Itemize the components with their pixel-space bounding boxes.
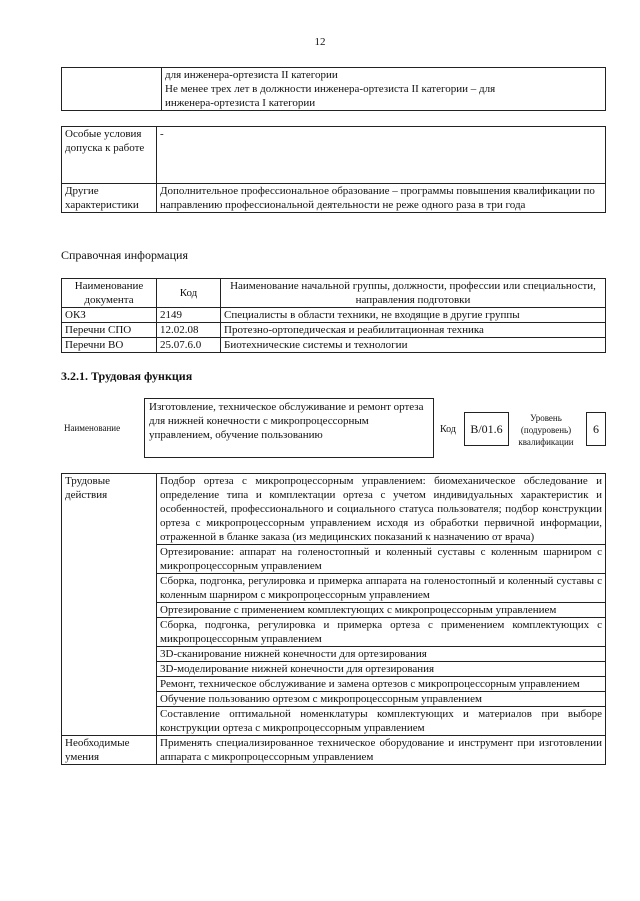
requirement-line: Не менее трех лет в должности инженера-ортезиста II категории – для: [165, 83, 496, 95]
level-value-box: 6: [586, 412, 606, 446]
conditions-table: [61, 126, 606, 213]
page-number: 12: [314, 36, 326, 48]
list-item: Обучение пользованию ортезом с микропроцессорным управлением: [157, 692, 606, 707]
qualification-continuation-table: [61, 67, 606, 111]
table-cell: 2149: [157, 308, 221, 323]
table-cell: Биотехнические системы и технологии: [221, 338, 606, 353]
list-item: Применять специализированное техническое оборудование и инструмент при изготовлении аппарата с микропроцессорным управлением: [157, 736, 606, 765]
table-row: [62, 736, 606, 765]
list-item: Ортезирование с применением комплектующих с микропроцессорным управлением: [157, 603, 606, 618]
list-item: 3D-моделирование нижней конечности для ортезирования: [157, 662, 606, 677]
table-cell: 25.07.6.0: [157, 338, 221, 353]
skills-label: Необходимые умения: [62, 736, 157, 765]
table-header-row: [62, 279, 606, 308]
other-characteristics-label: Другие характеристики: [62, 184, 157, 213]
list-item: 3D-сканирование нижней конечности для ортезирования: [157, 647, 606, 662]
table-cell: Перечни ВО: [62, 338, 157, 353]
table-row: [62, 338, 606, 353]
table-cell: ОКЗ: [62, 308, 157, 323]
conditions-label: Особые условия допуска к работе: [62, 127, 157, 184]
list-item: Сборка, подгонка, регулировка и примерка аппарата на голеностопный и коленный суставы с коленным шарниром с микропроцессорным управлением: [157, 574, 606, 603]
list-item: Составление оптимальной номенклатуры комплектующих и материалов при выборе конструкции ортеза с микропроцессорным управлением: [157, 707, 606, 736]
list-item: Подбор ортеза с микропроцессорным управлением: биомеханическое обследование и определение типа и комплектации ортеза с учетом индивидуальных характеристик и особенностей, профессионального и социального статуса пользователя; подбор конструкции ортеза с микропроцессорным управлением исходя из обработки первичной информации, отраженной в бланке заказа (из медицинских показаний к назначению от врача): [157, 474, 606, 545]
table-cell: Перечни СПО: [62, 323, 157, 338]
list-item: Ремонт, техническое обслуживание и замена ортезов с микропроцессорным управлением: [157, 677, 606, 692]
labor-actions-label: Трудовые действия: [62, 474, 157, 736]
list-item: Ортезирование: аппарат на голеностопный и коленный суставы с коленным шарниром с микропроцессорным управлением: [157, 545, 606, 574]
requirement-line: для инженера-ортезиста II категории: [165, 69, 338, 81]
function-name-box: Изготовление, техническое обслуживание и ремонт ортеза для нижней конечности с микропроцессорным управлением, обучение пользованию: [144, 398, 434, 458]
table-row: [62, 308, 606, 323]
labor-actions-table: [61, 473, 606, 765]
table-row: [62, 323, 606, 338]
table-cell: Специалисты в области техники, не входящие в другие группы: [221, 308, 606, 323]
name-label: Наименование: [64, 423, 121, 433]
column-header: Код: [157, 279, 221, 308]
other-characteristics-value: Дополнительное профессиональное образование – программы повышения квалификации по направлению профессиональной деятельности не реже одного раза в три года: [157, 184, 606, 213]
table-row: [62, 127, 606, 184]
empty-cell: [62, 68, 162, 111]
reference-table: [61, 278, 606, 353]
experience-requirements-cell: [162, 68, 606, 111]
table-row: [62, 474, 606, 545]
requirement-line: инженера-ортезиста I категории: [165, 97, 316, 109]
reference-title: Справочная информация: [61, 248, 188, 262]
table-row: [62, 184, 606, 213]
code-label: Код: [440, 424, 456, 435]
level-label: Уровень (подуровень) квалификации: [518, 413, 574, 447]
conditions-value: -: [157, 127, 606, 184]
column-header: Наименование документа: [62, 279, 157, 308]
table-cell: 12.02.08: [157, 323, 221, 338]
column-header: Наименование начальной группы, должности, профессии или специальности, направления подготовки: [221, 279, 606, 308]
list-item: Сборка, подгонка, регулировка и примерка ортеза с применением комплектующих с микропроцессорным управлением: [157, 618, 606, 647]
table-cell: Протезно-ортопедическая и реабилитационная техника: [221, 323, 606, 338]
function-code-box: B/01.6: [464, 412, 509, 446]
function-title: 3.2.1. Трудовая функция: [61, 369, 193, 383]
